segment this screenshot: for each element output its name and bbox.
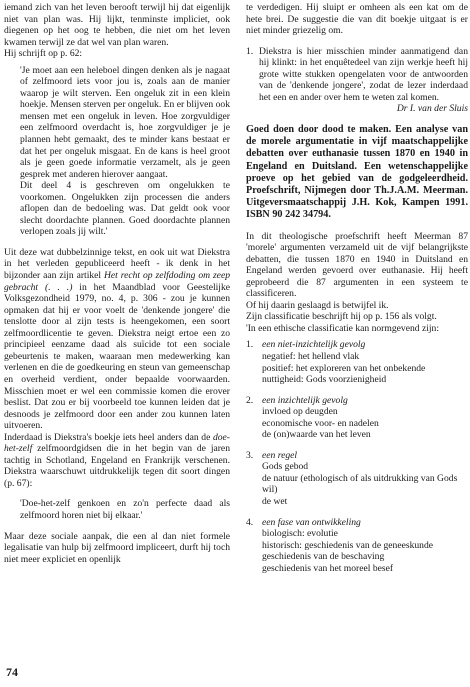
list-item-title: een inzichtelijk gevolg [262, 394, 348, 406]
paragraph: te verdedigen. Hij sluipt er omheen als een kat om de hete brei. De suggestie die van dit boekje uitgaat is er niet minder griezelig om. [246, 2, 468, 37]
review-heading: Goed doen door dood te maken. Een analyse van de morele argumentatie in vijf maatschappelijke debatten over euthanasie tussen 1870 en 1940 in Engeland en Duitsland. Een wetenschappelijke proeve op het gebied van de godgeleerdheid. Proefschrift, Nijmegen door Th.J.A.M. Meerman. Uitgeversmaatschappij J.H. Kok, Kampen 1991. ISBN 90 242 34794. [246, 123, 468, 221]
paragraph: Maar deze sociale aanpak, die een al dan niet formele legalisatie van hulp bij zelfmoord impliceert, durft hij toch niet meer expliciet en openlijk [4, 530, 230, 565]
list-item [246, 450, 468, 462]
list-subitem: Gods gebod [262, 461, 309, 473]
list-item-number: 1. [246, 339, 254, 351]
list-subitem: historisch: geschiedenis van de geneeskunde [262, 539, 434, 551]
review-author: Dr I. van der Sluis [396, 103, 468, 115]
footnote-number: 1. [246, 45, 254, 57]
paragraph: Uit deze wat dubbelzinnige tekst, en ook uit wat Diekstra in het verleden gepubliceerd heeft - ik denk in het bijzonder aan zijn artikel Het recht op zelfdoding om zeep gebracht (. . .) in het Maandblad voor Geestelijke Volksgezondheid 1979, no. 4, p. 306 - zou je kunnen opmaken dat hij er voor voelt de 'denkende jongere' die tenslotte door al zijn tests is heengekomen, een soort zelfmoordlicentie te geven. Diekstra neigt ertoe een zo principieel eenzame daad als suïcide tot een sociale gebeurtenis te maken, waaraan men medewerking kan verlenen en die de goedkeuring en steun van gemeenschap en overheid verdient, onder bepaalde voorwaarden. Misschien moet er wel een commissie komen die erover beslist. Dat zou er bij voorbeeld toe kunnen leiden dat je desnoods je zelfmoord door een ander zou kunnen laten uitvoeren. [4, 246, 230, 432]
paragraph: Zijn classificatie beschrijft hij op p. 156 als volgt. [246, 311, 437, 323]
paragraph: Hij schrijft op p. 62: [4, 48, 83, 60]
classification-list [246, 339, 468, 574]
quote-paragraph: 'Doe-het-zelf genkoen en zo'n perfecte daad als zelfmoord horen niet bij elkaar.' [20, 498, 230, 521]
quote-paragraph: 'Je moet aan een heleboel dingen denken als je nagaat of zelfmoord iets voor jou is, zoals aan de manier waarop je wilt sterven. Een ongeluk zit in een klein hoekje. Mensen sterven per ongeluk. En er blijven ook mensen met een ongeluk in leven. Hoe zorgvuldiger een zelfmoord overdacht is, hoe zorgvuldiger je je plannen hebt gemaakt, des te minder kans bestaat er dat het per ongeluk misgaat. En de kans is heel groot als je geen goede informatie verzamelt, als je geen gesprek met anderen hierover aangaat. [20, 64, 230, 180]
list-subitem: de (on)waarde van het leven [262, 429, 371, 441]
block-quote [4, 65, 230, 238]
footnote-text: Diekstra is hier misschien minder aanmatigend dan hij klinkt: in het enquêtedeel van zijn werkje heeft hij grote witte stukken opengelaten voor de antwoorden van de 'denkende jongere', zodat de lezer inderdaad het een en ander over hem te weten zal komen. [259, 45, 468, 103]
list-item-title: een regel [262, 449, 298, 461]
list-subitem: de wet [262, 496, 288, 508]
list-subitem: invloed op deugden [262, 406, 338, 418]
list-item-title: een fase van ontwikkeling [262, 516, 361, 528]
page-number: 74 [6, 665, 18, 679]
footnote [246, 46, 468, 104]
list-subitem: geschiedenis van het moreel besef [262, 562, 394, 574]
paragraph: In dit theologische proefschrift heeft Meerman 87 'morele' argumenten verzameld uit de vijf belangrijkste debatten, die tussen 1870 en 1940 in Duitsland en Engeland werden gevoerd over euthanasie. Hij heeft geprobeerd die 87 argumenten in een systeem te classificeren. [246, 230, 468, 300]
list-item-number: 3. [246, 449, 254, 461]
list-subitem: economische voor- en nadelen [262, 417, 379, 429]
left-column [4, 2, 230, 565]
list-item [246, 339, 468, 351]
quote-paragraph: Dit deel 4 is geschreven om ongelukken te voorkomen. Ongelukken zijn processen die anders aflopen dan de bedoeling was. Dat geldt ook voor slecht doordachte plannen. Goed doordachte plannen verlopen zoals jij wilt.' [20, 180, 230, 238]
block-quote [4, 498, 230, 521]
list-subitem: positief: het exploreren van het onbekende [262, 362, 426, 374]
list-subitem: de natuur (ethologisch of als uitdrukking van Gods wil) [262, 472, 458, 496]
list-subitem: geschiedenis van de beschaving [262, 551, 385, 563]
list-item [246, 395, 468, 407]
list-subitem: nuttigheid: Gods voorzienigheid [262, 374, 387, 386]
emphasis: doe-het-zelf [4, 431, 230, 455]
right-column [246, 2, 468, 574]
paragraph: 'In een ethische classificatie kan normgevend zijn: [246, 322, 439, 334]
list-item-number: 4. [246, 516, 254, 528]
list-subitem: negatief: het hellend vlak [262, 351, 360, 363]
list-subitem: biologisch: evolutie [262, 528, 338, 540]
article-title: Het recht op zelfdoding om zeep gebracht (. . .) [4, 270, 230, 293]
list-item-title: een niet-inzichtelijk gevolg [262, 339, 366, 351]
paragraph: Inderdaad is Diekstra's boekje iets heel anders dan de doe-het-zelf zelfmoordgidsen die in het begin van de jaren tachtig in Schotland, Engeland en Frankrijk verschenen. Diekstra waarschuwt uitdrukkelijk tegen dit soort dingen (p. 67): [4, 431, 230, 489]
paragraph: iemand zich van het leven berooft terwijl hij dat eigenlijk niet van plan was. Hij lijkt, tenminste impliciet, ook diegenen op het oog te hebben, die niet om het leven kwamen terwijl ze dat wel van plan waren. [4, 2, 230, 48]
paragraph: Of hij daarin geslaagd is betwijfel ik. [246, 299, 389, 311]
list-item-number: 2. [246, 394, 254, 406]
list-item [246, 517, 468, 529]
